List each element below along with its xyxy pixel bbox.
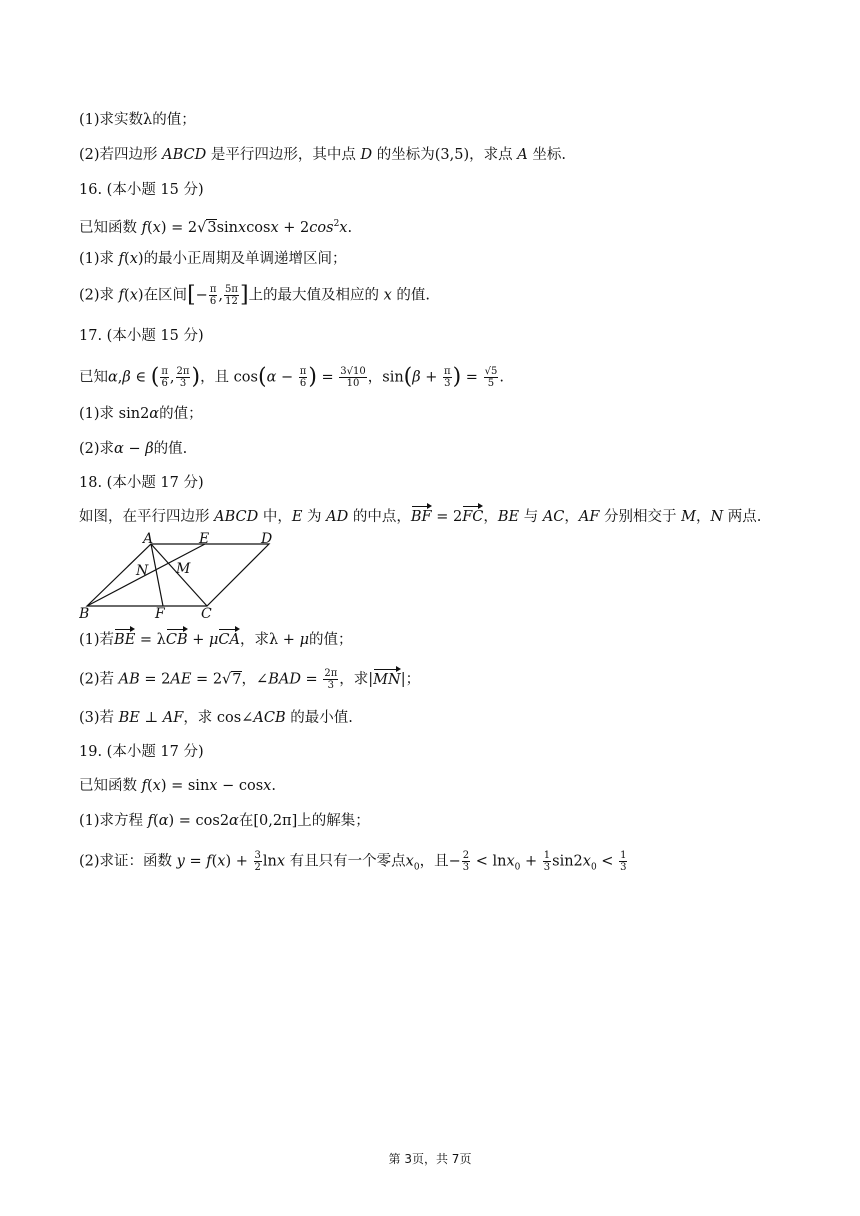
q18-part2: (2)若 AB = 2AE = 2√7，∠BAD = $\frac{2\pi}{3}$ ，求|MN|； [79,668,421,691]
q17-part1: (1)求 sin2α的值； [79,406,203,422]
label-D: D [261,532,273,547]
q16-part2: (2)求 f(x)在区间[− $\frac{\pi}{6}$ , $\frac{5\pi}{12}$ ]上的最大值及相应的 x 的值. [79,282,431,308]
q17-part2: (2)求α − β的值. [79,441,188,457]
q18-part1: (1)若BE = λCB + μCA，求λ + μ的值； [79,632,353,648]
label-B: B [79,606,90,622]
label-C: C [201,606,212,622]
q18-part3: (3)若 BE ⊥ AF，求 cos∠ACB 的最小值. [79,710,353,726]
q16-stem: 已知函数 f(x) = 2√3sinxcosx + $2\cos^2x$. [79,219,353,236]
label-E: E [199,532,210,547]
label-N: N [136,563,149,579]
q17-stem: 已知α,β ∈ ( $\frac{\pi}{6}$ , $\frac{2\pi}{3}$ )，且 cos(α − $\frac{\pi}{6}$ ) = $\frac{3√10}{10}$ ，sin(β + $\frac{\pi}{3}$ ) = $\frac{√5}{5}$ . [79,364,504,390]
q15-part1: (1)求实数λ的值； [79,112,196,128]
label-M: M [176,561,191,577]
q19-part1: (1)求方程 f(α) = cos2α在[0,2π]上的解集； [79,813,370,829]
q15-part2: (2)若四边形 ABCD 是平行四边形，其中点 D 的坐标为(3,5)，求点 A 坐标. [79,147,566,163]
parallelogram-figure [79,532,279,622]
q16-part1: (1)求 f(x)的最小正周期及单调递增区间； [79,251,347,267]
q16-header: 16. (本小题 15 分) [79,182,204,198]
q19-stem: 已知函数 f(x) = sinx − cosx. [79,778,276,794]
q19-part2: (2)求证：函数 y = f(x) + $\frac{3}{2}$ lnx 有且只有一个零点$x_0$，且− $\frac{2}{3}$ < lnx$_0$ + $\frac{1}{3}$ $\sin 2x_0$ < $\frac{1}{3}$ [79,850,627,873]
label-F: F [155,606,165,622]
q17-header: 17. (本小题 15 分) [79,328,204,344]
q19-header: 19. (本小题 17 分) [79,744,204,760]
label-A: A [143,532,154,547]
q18-header: 18. (本小题 17 分) [79,475,204,491]
q18-stem: 如图，在平行四边形 ABCD 中，E 为 AD 的中点，BF = 2FC，BE 与 AC，AF 分别相交于 M，N 两点. [79,509,762,525]
page-footer: 第 3页，共 7页 [388,1152,472,1166]
